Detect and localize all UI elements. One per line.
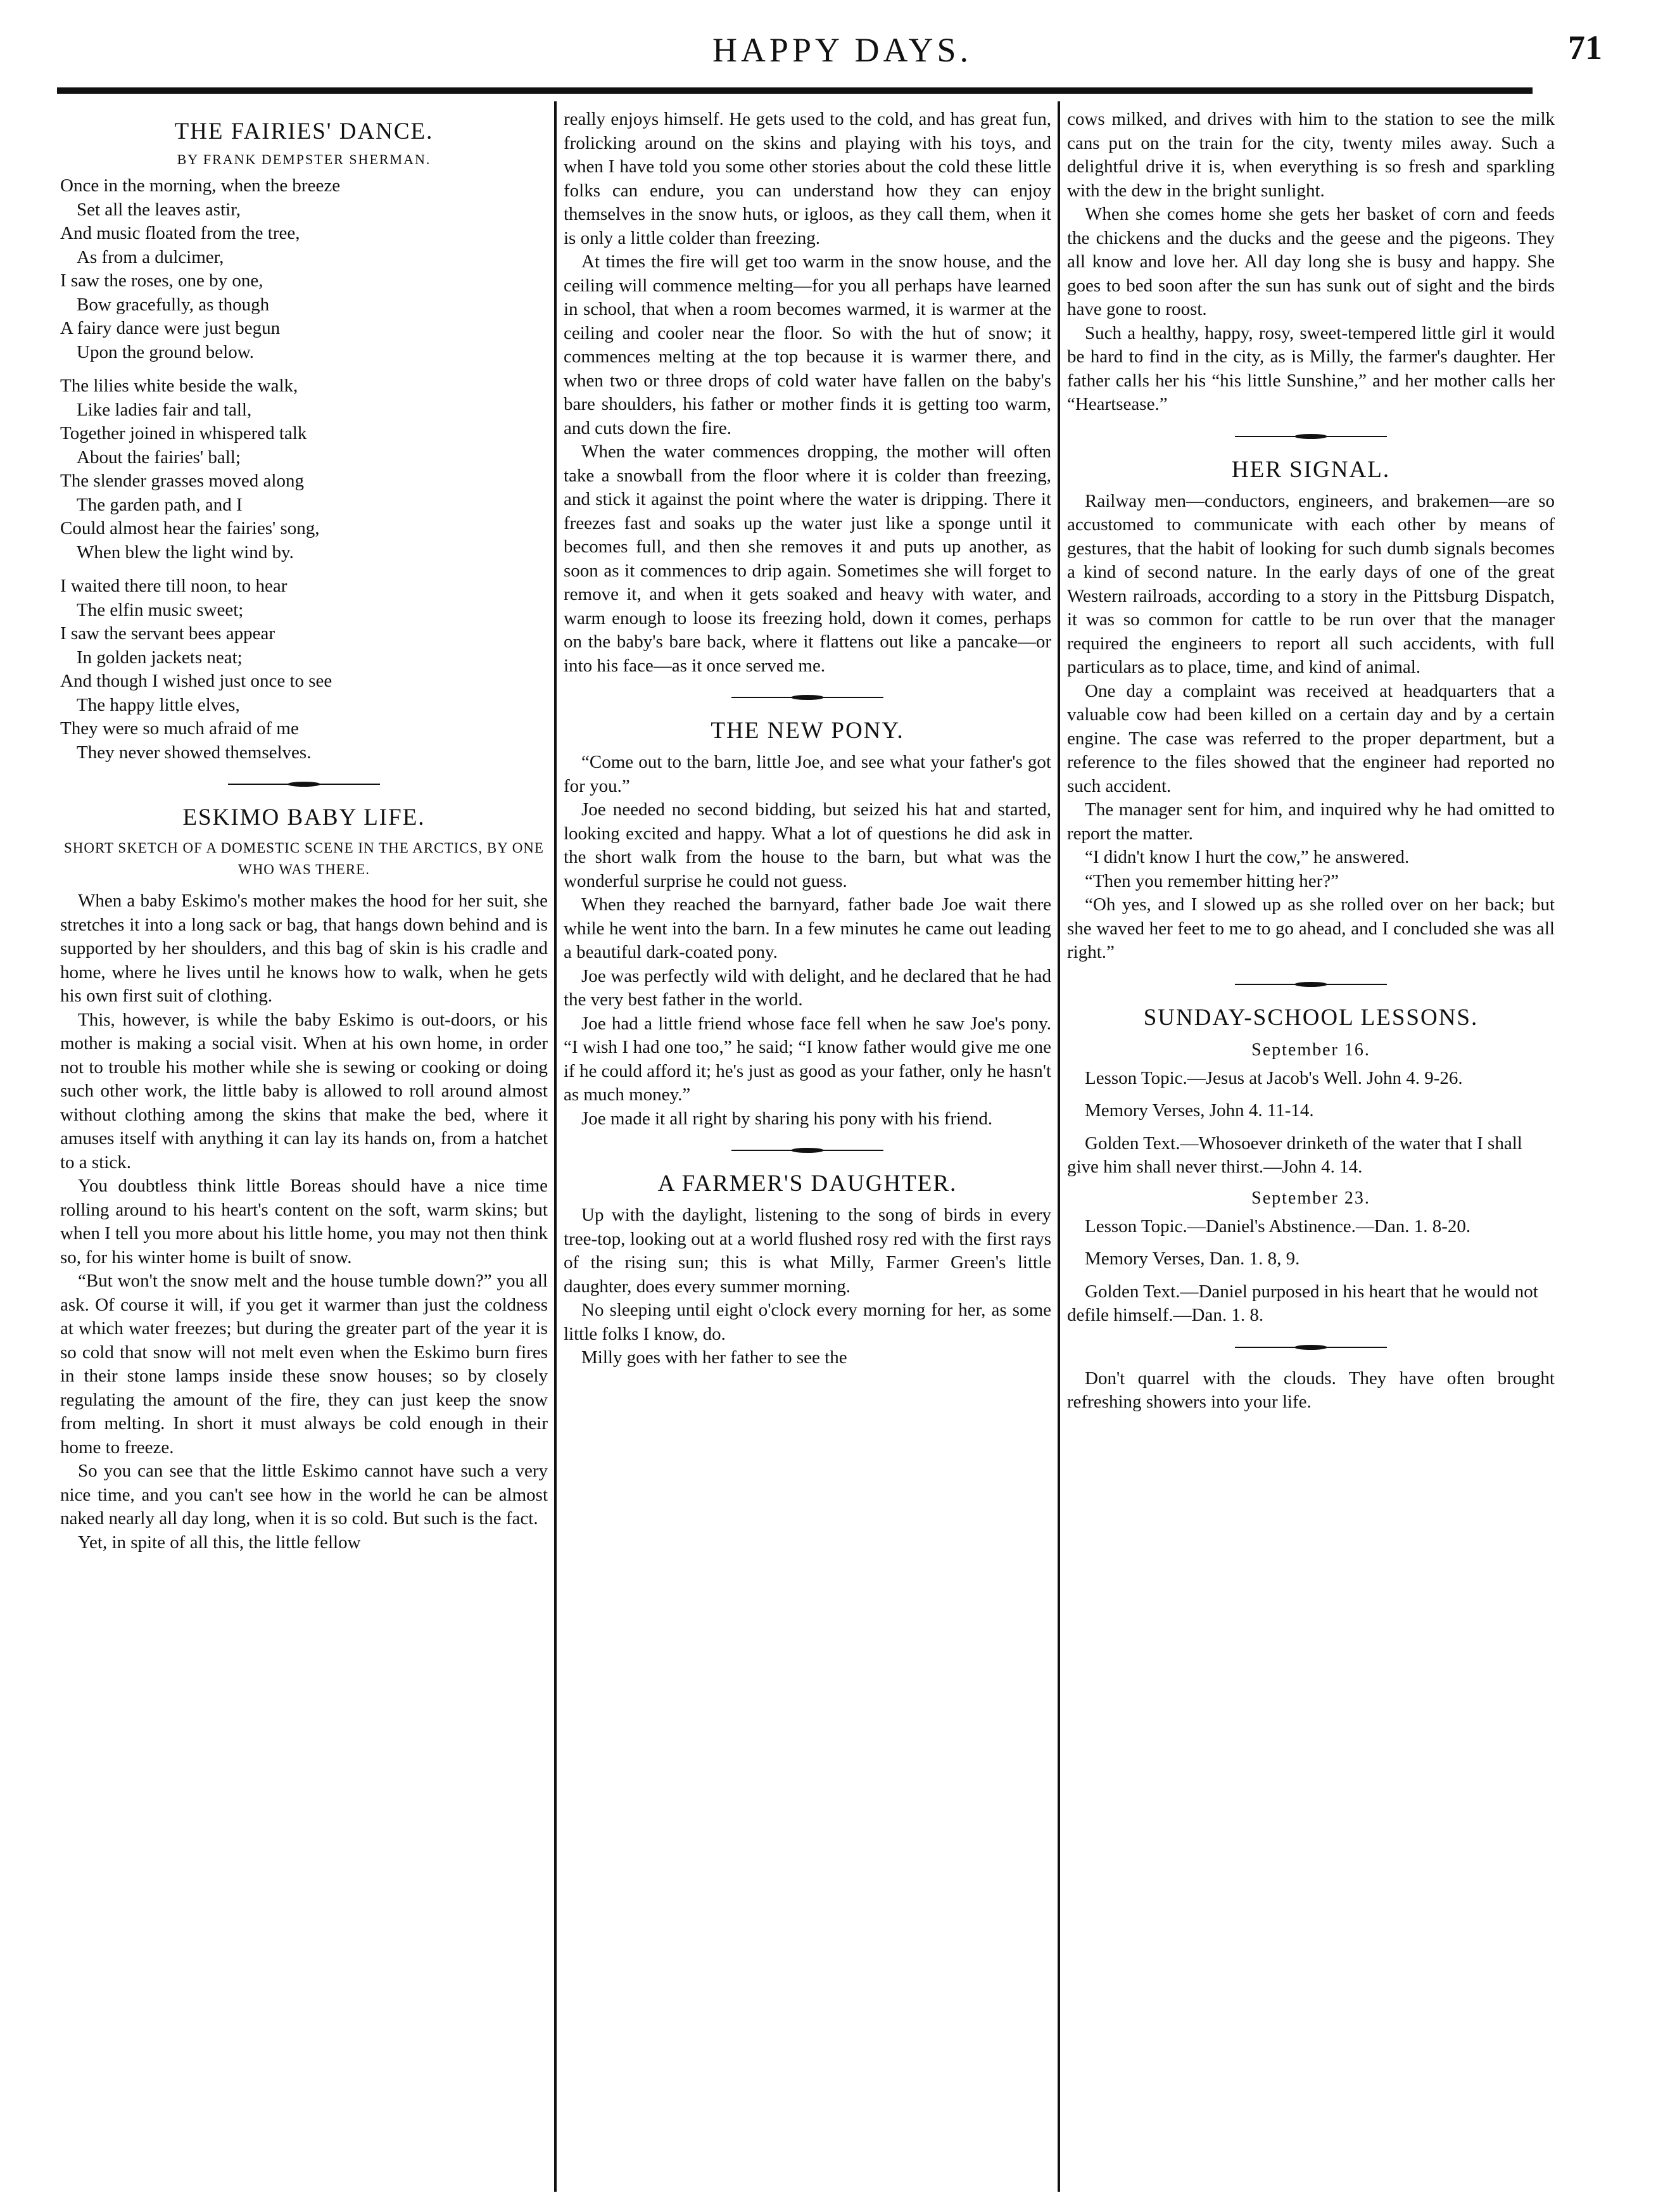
verse-line: The slender grasses moved along [60, 471, 304, 491]
paragraph: Such a healthy, happy, rosy, sweet-tempered little girl it would be hard to find in the city, as is Milly, the farmer's daughter. Her father calls her his “his little Sunshine,” and her mother calls her “Heartsease.” [1067, 322, 1555, 414]
column-1 [60, 108, 548, 2192]
paragraph: Joe had a little friend whose face fell when he saw Joe's pony. “I wish I had one too,” he said; “I know father would give me one if he could afford it; he's just as good as your father, only he hasn't as much money.” [564, 1013, 1051, 1105]
lesson-item: Lesson Topic.—Daniel's Abstinence.—Dan. 1. 8-20. [1085, 1216, 1471, 1236]
verse-line: I saw the roses, one by one, [60, 270, 263, 291]
verse-line: Could almost hear the fairies' song, [60, 518, 320, 538]
paragraph: Joe made it all right by sharing his pony with his friend. [581, 1108, 993, 1129]
stanza [60, 174, 548, 364]
verse-line: The elfin music sweet; [77, 599, 244, 620]
verse-line: Upon the ground below. [77, 341, 255, 362]
stanza [60, 575, 548, 765]
paragraph: cows milked, and drives with him to the station to see the milk cans put on the train for the city, twenty miles away. Such a delightful drive it is, when everything is so fresh and sparkling with the dew in the bright sunlight. [1067, 109, 1555, 201]
paragraph: really enjoys himself. He gets used to the cold, and has great fun, frolicking around on the skins and playing with his toys, and when I have told you some other stories about the cold these little folks can endure, you can understand how they can enjoy themselves in the snow huts, or igloos, as they call them, when it is only a little colder than freezing. [564, 109, 1051, 248]
paragraph: “Come out to the barn, little Joe, and see what your father's got for you.” [564, 752, 1051, 796]
paragraph: When a baby Eskimo's mother makes the hood for her suit, she stretches it into a long sack or bag, that hangs down behind and is supported by her shoulders, and this bag of skin is his cradle and home, where he lives until he knows how to walk, when he gets his own first suit of clothing. [60, 891, 548, 1006]
paragraph: “I didn't know I hurt the cow,” he answered. [1085, 847, 1410, 867]
lesson-date: September 16. [1251, 1039, 1370, 1060]
ornamental-separator [228, 781, 380, 787]
verse-line: As from a dulcimer, [77, 246, 224, 267]
verse-line: They were so much afraid of me [60, 718, 299, 739]
paragraph: “Oh yes, and I slowed up as she rolled over on her back; but she waved her feet to me to go ahead, and I concluded she was all right.” [1067, 894, 1555, 962]
ornamental-separator [1235, 1344, 1387, 1351]
verse-line: They never showed themselves. [77, 742, 312, 763]
column-rule [1058, 101, 1060, 2192]
paragraph: “Then you remember hitting her?” [1085, 870, 1339, 891]
lesson-item: Golden Text.—Daniel purposed in his heart that he would not defile himself.—Dan. 1. 8. [1067, 1281, 1538, 1325]
header-rule [57, 87, 1533, 94]
lesson-item: Memory Verses, John 4. 11-14. [1085, 1100, 1314, 1121]
paragraph: When the water commences dropping, the mother will often take a snowball from the floor where it is colder than freezing, and stick it against the point where the water is dripping. There it freezes fast and soaks up the water just like a sponge until it becomes full, and then she removes it and puts up another, as soon as it commences to drip again. Sometimes she will forget to remove it, and when it gets soaked and heavy with water, and warm enough to loose its freezing hold, down it comes, perhaps on the baby's bare back, where it flattens out like a pancake—or into his face—as it once served me. [564, 442, 1051, 676]
paragraph: This, however, is while the baby Eskimo is out-doors, or his mother is making a social visit. When at his own home, in order not to trouble his mother while she is sewing or cooking or doing such other work, the little baby is allowed to roll around almost without clothing among the skins that make the bed, where it amuses itself with anything it can lay its hands on, from a hatchet to a stick. [60, 1009, 548, 1173]
verse-line: And though I wished just once to see [60, 671, 332, 691]
verse-line: The garden path, and I [77, 494, 243, 515]
paragraph: Up with the daylight, listening to the song of birds in every tree-top, looking out at a world flushed rosy red with the first rays of the rising sun; this is what Milly, Farmer Green's little daughter, does every summer morning. [564, 1205, 1051, 1297]
page-header [57, 24, 1628, 81]
paragraph: Milly goes with her father to see the [581, 1347, 847, 1368]
verse-line: And music floated from the tree, [60, 223, 300, 243]
paragraph: So you can see that the little Eskimo cannot have such a very nice time, and you can't see how in the world he can be almost naked nearly all day long, when it is so cold. But such is the fact. [60, 1461, 548, 1529]
paragraph: When they reached the barnyard, father bade Joe wait there while he went into the barn. In a few minutes he came out leading a beautiful dark-coated pony. [564, 894, 1051, 962]
stanza [60, 374, 548, 564]
article-title: A FARMER'S DAUGHTER. [657, 1171, 958, 1197]
paragraph: No sleeping until eight o'clock every morning for her, as some little folks I know, do. [564, 1300, 1051, 1344]
verse-line: Set all the leaves astir, [77, 199, 241, 220]
closing-note: Don't quarrel with the clouds. They have often brought refreshing showers into your life. [1067, 1368, 1555, 1412]
verse-line: About the fairies' ball; [77, 447, 241, 467]
running-title: HAPPY DAYS. [712, 31, 973, 69]
paragraph: One day a complaint was received at headquarters that a valuable cow had been killed on a certain day and by a certain engine. The case was referred to the proper department, but a reference to the files showed that the engineer had reported no such accident. [1067, 680, 1555, 796]
paragraph: At times the fire will get too warm in the snow house, and the ceiling will commence melting—for you all perhaps have learned in school, that when a room becomes warmed, it is warmer at the ceiling and cooler near the floor. So with the hut of snow; it commences melting at the top because it is warmer there, and when two or three drops of cold water have fallen on the baby's bare shoulders, his father or mother finds it is getting too warm, and cuts down the fire. [564, 251, 1051, 438]
article-subhead: SHORT SKETCH OF A DOMESTIC SCENE IN THE ARCTICS, BY ONE WHO WAS THERE. [64, 840, 544, 877]
verse-line: When blew the light wind by. [77, 542, 294, 563]
page-number: 71 [1568, 29, 1602, 67]
lesson-item: Lesson Topic.—Jesus at Jacob's Well. John 4. 9-26. [1085, 1067, 1463, 1088]
poem [60, 174, 548, 765]
verse-line: Together joined in whispered talk [60, 423, 307, 443]
column-2 [564, 108, 1051, 2192]
column-rule [554, 101, 557, 2192]
article-title: SUNDAY-SCHOOL LESSONS. [1143, 1004, 1479, 1031]
verse-line: Bow gracefully, as though [77, 294, 270, 315]
verse-line: I saw the servant bees appear [60, 623, 275, 644]
ornamental-separator [1235, 981, 1387, 988]
ornamental-separator [731, 694, 883, 701]
paragraph: Joe was perfectly wild with delight, and he declared that he had the very best father in the world. [564, 965, 1051, 1010]
ornamental-separator [731, 1147, 883, 1154]
lesson-item: Golden Text.—Whosoever drinketh of the water that I shall give him shall never thirst.—John 4. 14. [1067, 1133, 1522, 1177]
paragraph: “But won't the snow melt and the house tumble down?” you all ask. Of course it will, if you get it warmer than just the coldness at which water freezes; but during the greater part of the year it is so cold that snow will not melt even when the Eskimo burn fires in their stone lamps inside these snow houses; so by closely regulating the amount of the fire, they can just keep the snow from melting. In short it must always be cold enough in their home to freeze. [60, 1271, 548, 1458]
article-title: HER SIGNAL. [1231, 456, 1391, 483]
lesson-item: Memory Verses, Dan. 1. 8, 9. [1085, 1249, 1300, 1269]
paragraph: Railway men—conductors, engineers, and brakemen—are so accustomed to communicate with each other by means of gestures, that the habit of looking for such dumb signals becomes a kind of second nature. In the early days of one of the great Western railroads, according to a story in the Pittsburg Dispatch, it was so common for cattle to be run over that the manager required the engineers to report all such accidents, with full particulars as to place, time, and kind of animal. [1067, 490, 1555, 677]
verse-line: Once in the morning, when the breeze [60, 175, 341, 196]
column-3 [1067, 108, 1555, 2192]
poem-title: THE FAIRIES' DANCE. [174, 118, 434, 144]
paragraph: When she comes home she gets her basket of corn and feeds the chickens and the ducks and the geese and the pigeons. They all know and love her. All day long she is busy and happy. She goes to bed soon after the sun has sunk out of sight and the birds have gone to roost. [1067, 204, 1555, 319]
verse-line: The lilies white beside the walk, [60, 376, 298, 396]
article-title: ESKIMO BABY LIFE. [182, 804, 426, 830]
verse-line: The happy little elves, [77, 694, 240, 715]
paragraph: Yet, in spite of all this, the little fellow [78, 1532, 361, 1553]
paragraph: The manager sent for him, and inquired why he had omitted to report the matter. [1067, 799, 1555, 844]
verse-line: I waited there till noon, to hear [60, 576, 288, 596]
paragraph: Joe needed no second bidding, but seized his hat and started, looking excited and happy. What a lot of questions he did ask in the short walk from the house to the barn, but what was the wonderful surprise he could not guess. [564, 799, 1051, 891]
poem-byline: BY FRANK DEMPSTER SHERMAN. [177, 151, 431, 167]
paragraph: You doubtless think little Boreas should have a nice time rolling around to his heart's content on the soft, warm skins; but when I tell you more about his little home, you may not then think so, for his winter home is built of snow. [60, 1176, 548, 1268]
article-title: THE NEW PONY. [711, 718, 904, 744]
verse-line: In golden jackets neat; [77, 647, 243, 668]
verse-line: Like ladies fair and tall, [77, 399, 252, 420]
lesson-date: September 23. [1251, 1188, 1370, 1208]
verse-line: A fairy dance were just begun [60, 318, 281, 338]
ornamental-separator [1235, 433, 1387, 440]
